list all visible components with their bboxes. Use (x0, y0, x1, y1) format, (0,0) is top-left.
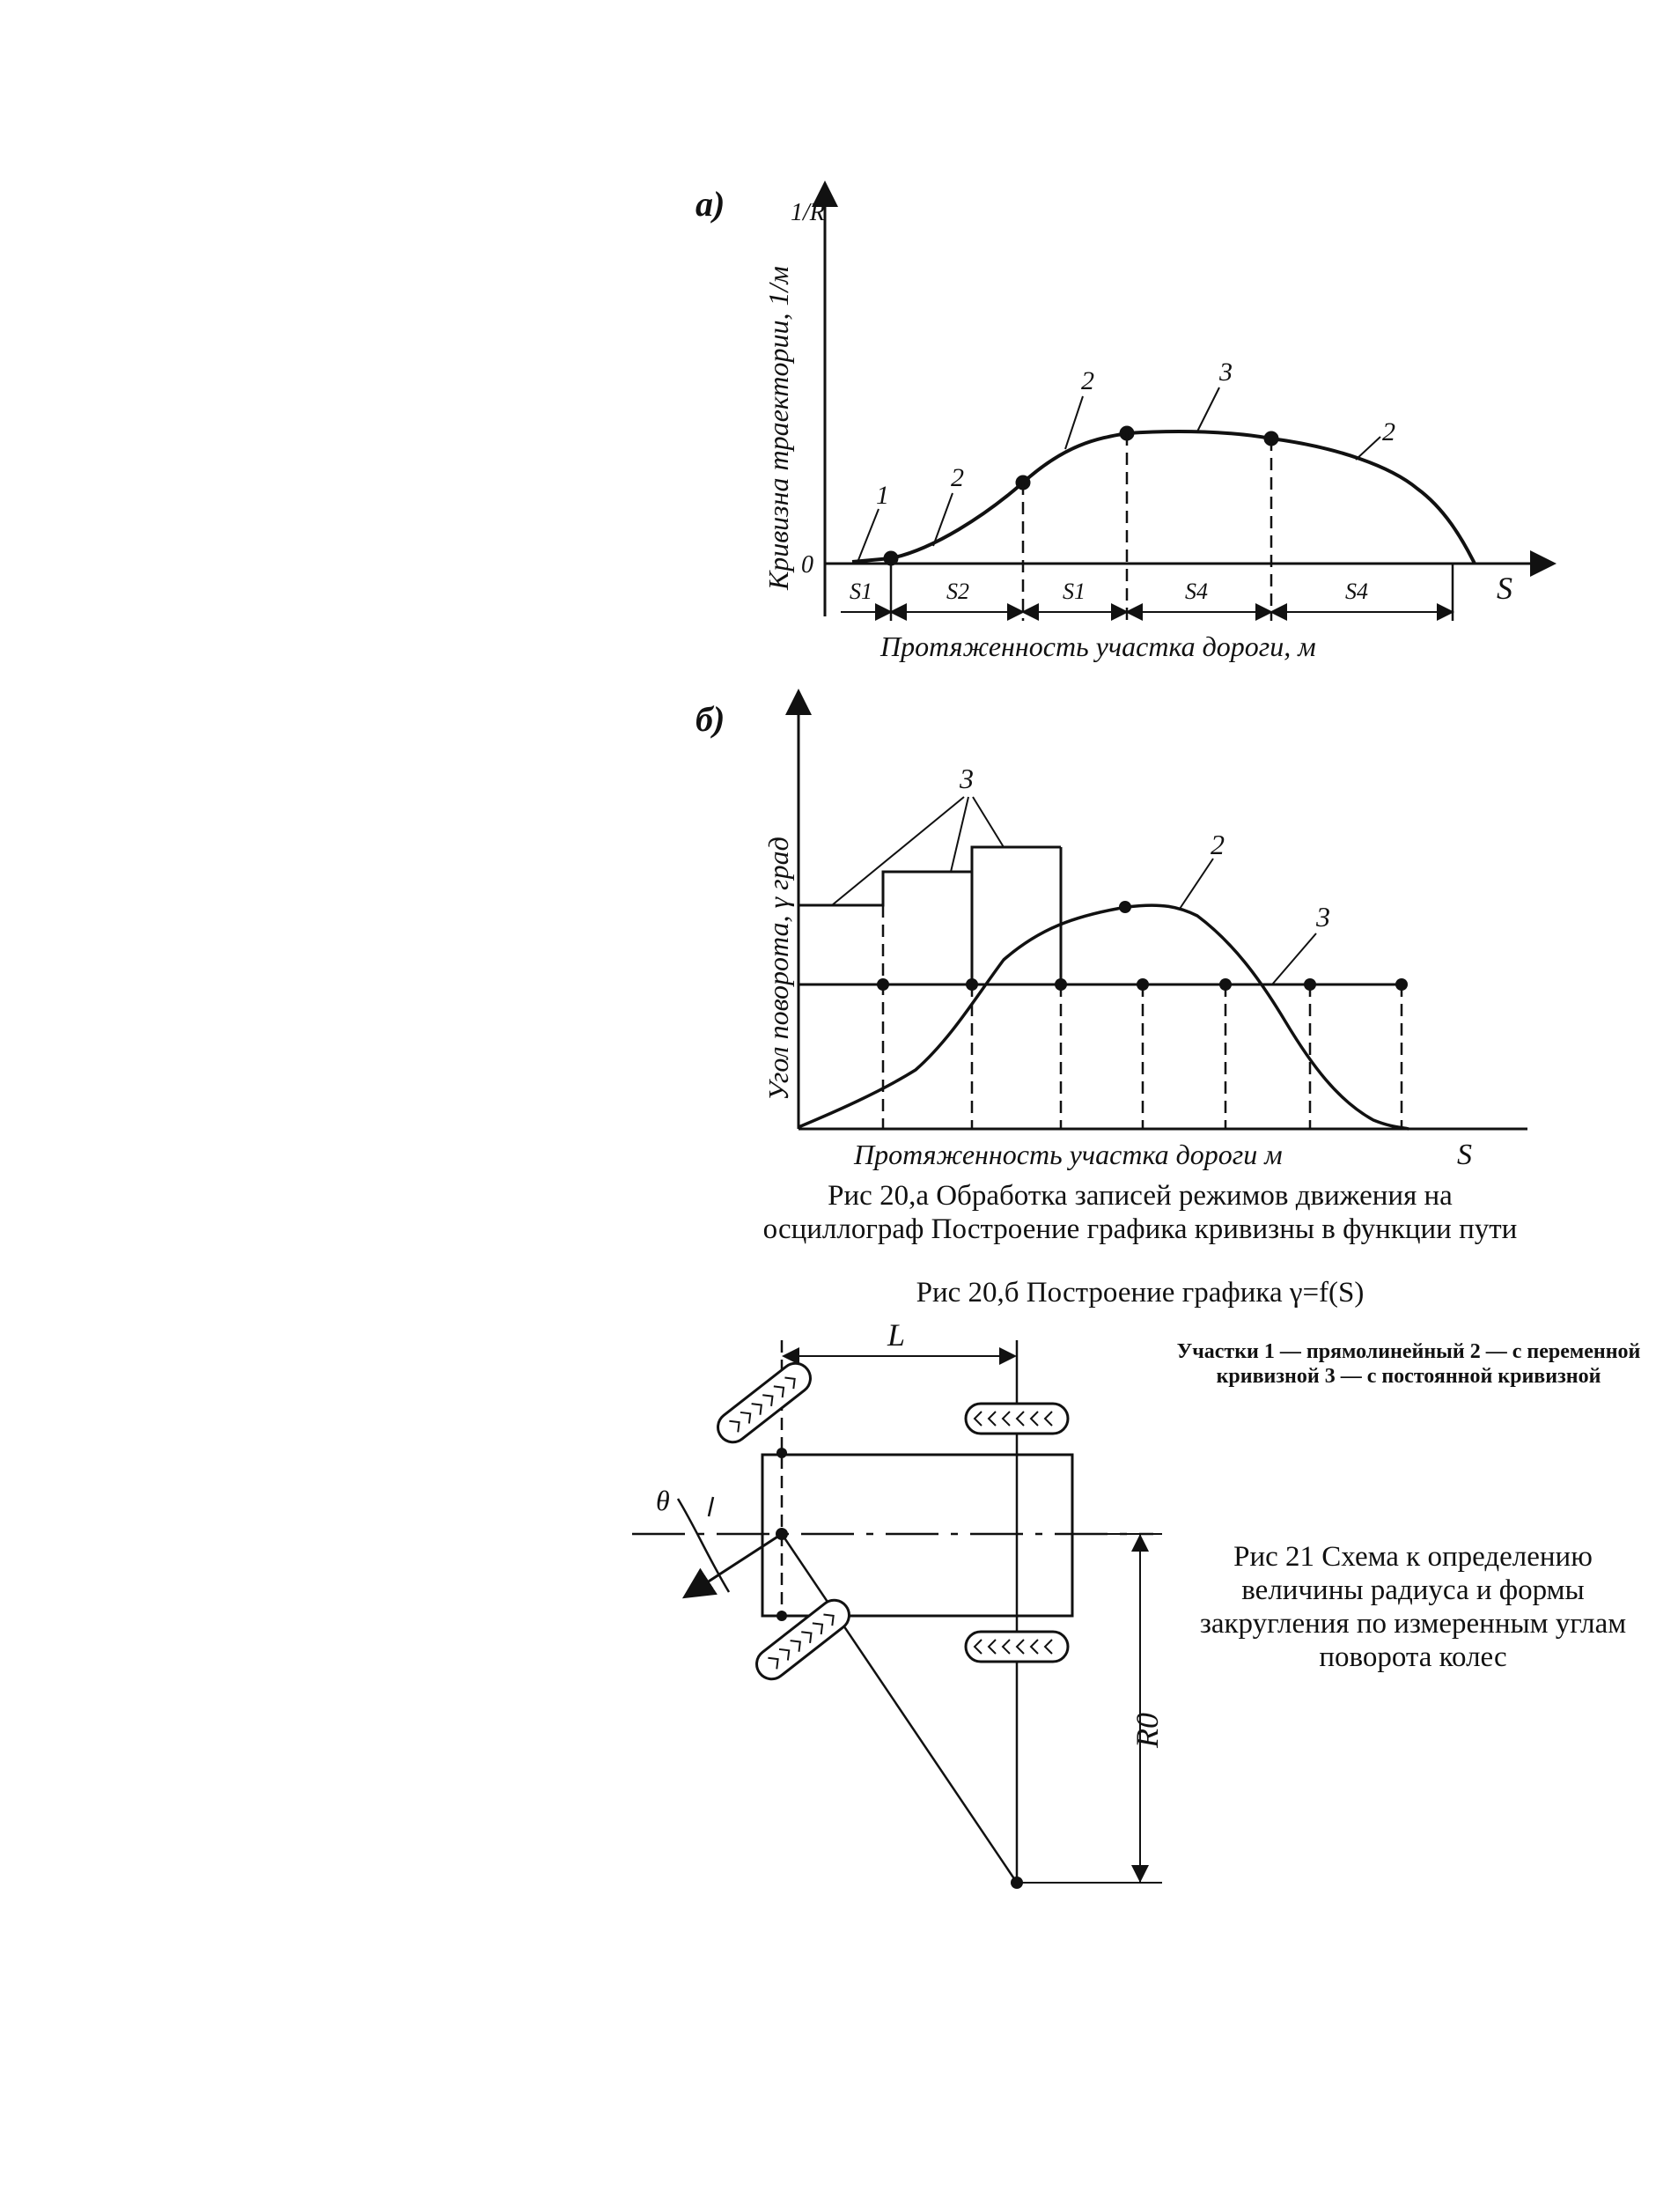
rear-left-wheel (966, 1404, 1068, 1434)
fig-a-curve-label: 1 (876, 481, 889, 510)
fig-b-leader (1272, 933, 1316, 984)
angle-arc (678, 1499, 729, 1592)
angle-tick (709, 1497, 713, 1516)
fig-a-segment-label: S2 (946, 579, 969, 604)
legend-note: Участки 1 — прямолинейный 2 — с переменной кривизной 3 — с постоянной кривизной (1176, 1340, 1641, 1388)
fig-a-y-axis-end: 1/R (791, 199, 825, 226)
fig-a-zero: 0 (801, 551, 813, 579)
fig-a-panel-label: а) (695, 184, 725, 224)
vehicle-body (762, 1455, 1072, 1616)
fig-a-segment-label: S1 (850, 579, 872, 604)
fig-b-point (877, 978, 889, 991)
fig-b-leader (973, 797, 1004, 847)
fig21-angle-label: θ (656, 1485, 670, 1516)
caption-fig20b: Рис 20,б Построение графика γ=f(S) (916, 1277, 1365, 1309)
front-left-wheel (712, 1357, 817, 1448)
fig-a-curve-label: 2 (951, 463, 964, 492)
fig-a-x-axis-end: S (1497, 571, 1512, 606)
fig-b-label: 3 (1316, 901, 1330, 933)
fig-b-point (1395, 978, 1408, 991)
fig-b-point (1119, 901, 1131, 913)
fig-a-segment-label: S4 (1185, 579, 1208, 604)
fig-b-leader (832, 797, 964, 905)
caption-fig21: Рис 21 Схема к определению величины радиуса и формы закругления по измеренным углам поворота колес (1199, 1541, 1627, 1673)
fig-b-panel-label: б) (695, 699, 725, 739)
fig-a-leader (1197, 387, 1219, 431)
fig-a-x-axis-label: Протяженность участка дороги, м (880, 630, 1316, 662)
fig-a-leader (858, 509, 879, 560)
fig21-point (1011, 1877, 1023, 1889)
fig21-point (776, 1448, 787, 1458)
rear-right-wheel (966, 1632, 1068, 1662)
fig-a-y-axis-label: Кривизна траектории, 1/м (762, 266, 794, 590)
fig-b-point (1219, 978, 1232, 991)
fig-a (825, 183, 1554, 621)
fig-b-x-axis-label: Протяженность участка дороги м (854, 1139, 1283, 1170)
fig-b-leader (951, 797, 968, 872)
fig-a-curve-label: 2 (1382, 417, 1395, 446)
fig-b-point (1137, 978, 1149, 991)
fig-a-curve (852, 431, 1475, 564)
fig-a-curve-label: 2 (1081, 366, 1094, 395)
fig-b-point (1055, 978, 1067, 991)
fig21-point (776, 1611, 787, 1621)
fig-21 (632, 1340, 1162, 1883)
fig-b-point (1304, 978, 1316, 991)
fig-a-leader (1356, 437, 1380, 460)
fig-a-point (885, 552, 897, 564)
fig-b-label: 3 (960, 763, 974, 794)
fig-a-leader (1065, 396, 1083, 449)
caption-fig20a: Рис 20,а Обработка записей режимов движения на осциллограф Построение графика кривизны в функции пути (762, 1180, 1518, 1245)
fig-a-segment-label: S1 (1063, 579, 1086, 604)
fig21-base-label: L (887, 1317, 906, 1353)
fig21-radius-label: R0 (1130, 1713, 1165, 1748)
fig-b (799, 691, 1527, 1129)
fig-b-steps (799, 847, 1061, 905)
fig-b-label: 2 (1211, 829, 1225, 860)
fig-b-point (966, 978, 978, 991)
fig-b-y-axis-label: Угол поворота, γ град (762, 837, 794, 1101)
fig-b-curve (799, 905, 1409, 1129)
fig-b-leader (1180, 859, 1213, 909)
fig21-point (776, 1528, 788, 1540)
fig-a-segment-label: S4 (1345, 579, 1368, 604)
fig-a-curve-label: 3 (1219, 358, 1233, 387)
turn-radius-line (782, 1534, 1017, 1883)
front-right-wheel (751, 1594, 856, 1685)
fig-b-x-axis-end: S (1457, 1139, 1472, 1171)
